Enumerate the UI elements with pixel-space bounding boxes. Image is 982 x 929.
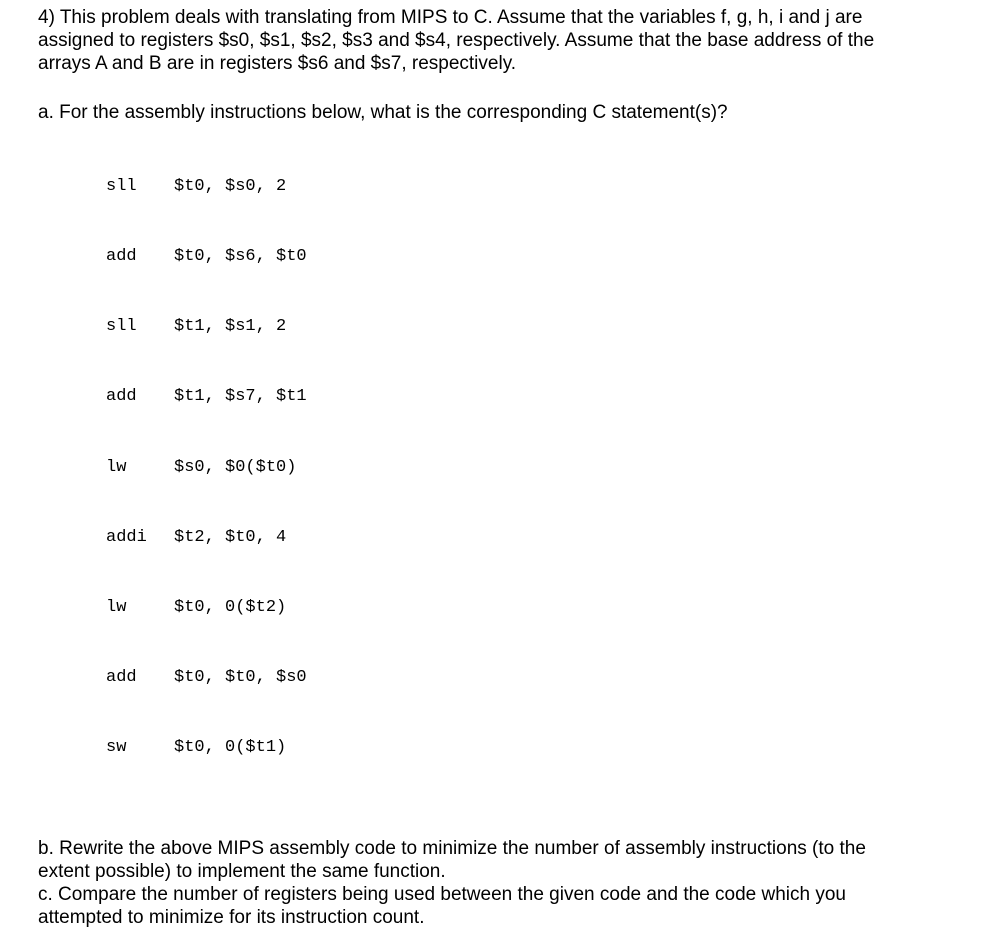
code-operands: $t0, 0($t2) bbox=[174, 598, 287, 618]
code-line bbox=[106, 245, 968, 268]
code-operands: $t1, $s7, $t1 bbox=[174, 387, 307, 407]
code-operands: $t0, $s6, $t0 bbox=[174, 247, 307, 267]
part-a-question bbox=[38, 101, 968, 124]
code-operands: $t1, $s1, 2 bbox=[174, 317, 287, 337]
code-line bbox=[106, 315, 968, 338]
code-operands: $t0, $s0, 2 bbox=[174, 176, 287, 196]
code-opcode: lw bbox=[106, 598, 127, 618]
code-line bbox=[106, 175, 968, 198]
intro-line: arrays A and B are in registers $s6 and $s7, respectively. bbox=[38, 53, 517, 74]
code-operands: $s0, $0($t0) bbox=[174, 457, 297, 477]
part-c-question bbox=[38, 883, 968, 929]
code-opcode: add bbox=[106, 247, 137, 267]
code-operands: $t0, 0($t1) bbox=[174, 738, 287, 758]
part-c-line: attempted to minimize for its instruction count. bbox=[38, 906, 425, 928]
code-opcode: lw bbox=[106, 457, 127, 477]
part-c-line: c. Compare the number of registers being used between the given code and the code which you bbox=[38, 883, 847, 905]
part-b-line: extent possible) to implement the same function. bbox=[38, 860, 446, 882]
code-line bbox=[106, 596, 968, 619]
code-line bbox=[106, 666, 968, 689]
code-line bbox=[106, 526, 968, 549]
part-b-line: b. Rewrite the above MIPS assembly code to minimize the number of assembly instructions (to the bbox=[38, 837, 866, 859]
intro-line: 4) This problem deals with translating from MIPS to C. Assume that the variables f, g, h, i and j are bbox=[38, 7, 863, 28]
part-a-line: a. For the assembly instructions below, what is the corresponding C statement(s)? bbox=[38, 102, 728, 123]
code-operands: $t0, $t0, $s0 bbox=[174, 668, 307, 688]
code-opcode: sll bbox=[106, 317, 137, 337]
code-opcode: add bbox=[106, 387, 137, 407]
problem-document bbox=[38, 6, 968, 929]
mips-code-block bbox=[106, 128, 968, 807]
code-opcode: sw bbox=[106, 738, 127, 758]
code-line bbox=[106, 736, 968, 759]
part-b-question bbox=[38, 837, 968, 883]
code-opcode: addi bbox=[106, 527, 147, 547]
code-line bbox=[106, 456, 968, 479]
code-opcode: sll bbox=[106, 176, 137, 196]
problem-intro bbox=[38, 6, 968, 75]
code-opcode: add bbox=[106, 668, 137, 688]
code-operands: $t2, $t0, 4 bbox=[174, 527, 287, 547]
intro-line: assigned to registers $s0, $s1, $s2, $s3 and $s4, respectively. Assume that the base address of the bbox=[38, 30, 875, 51]
code-line bbox=[106, 385, 968, 408]
